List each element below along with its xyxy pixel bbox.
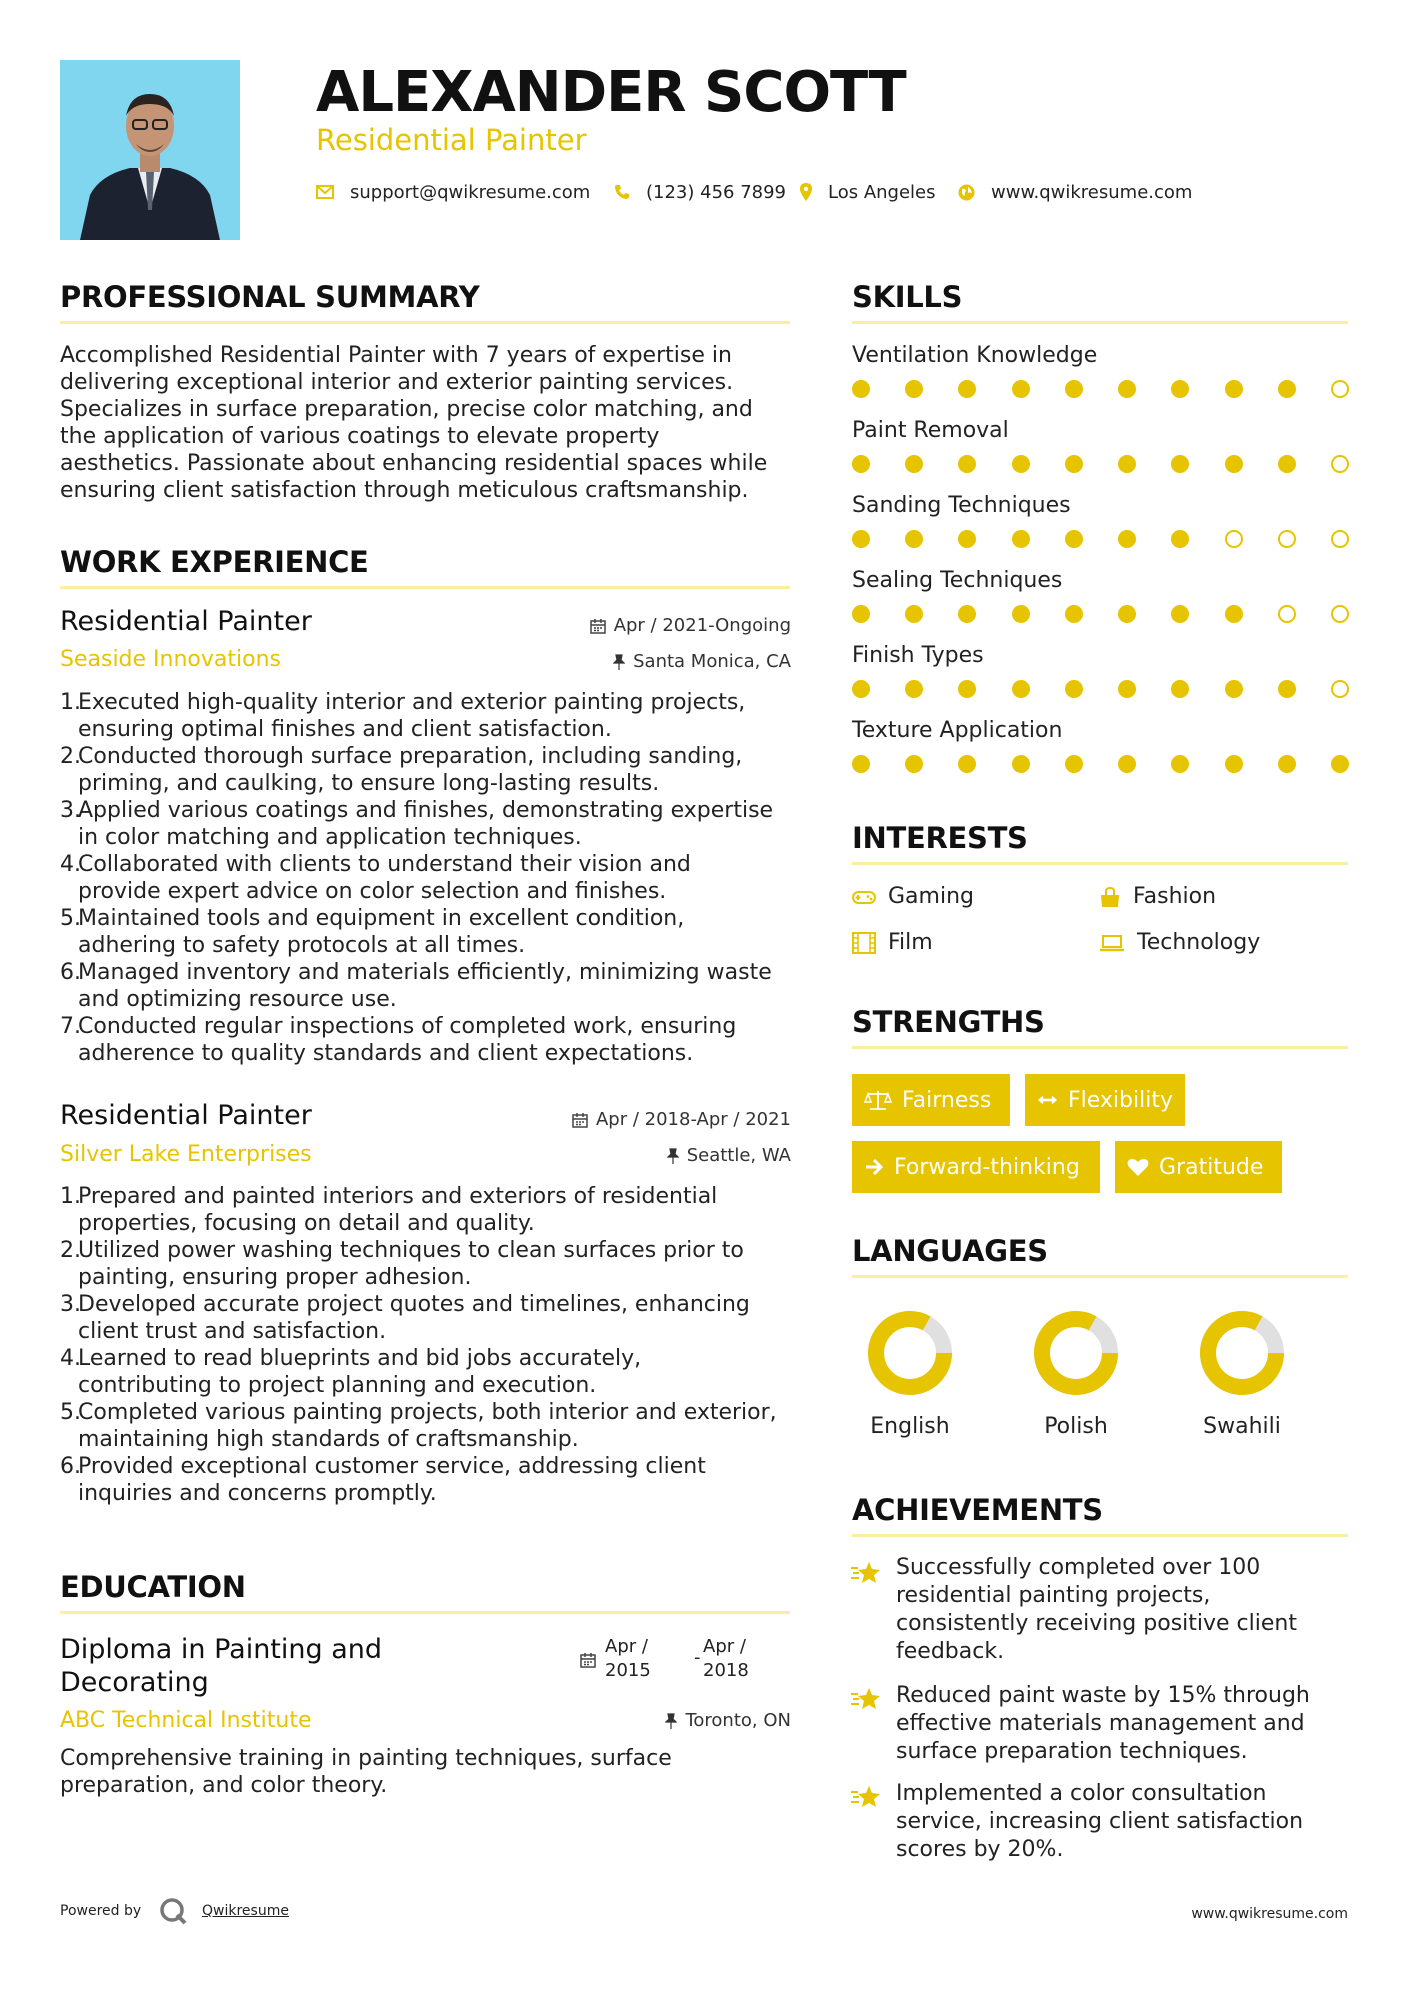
achievements-heading: ACHIEVEMENTS [852,1493,1103,1527]
list-number: 6. [60,960,81,985]
education-start-date [605,1635,651,1683]
achievement-item [896,1780,1356,1864]
list-item [60,689,818,743]
skill-name: Finish Types [852,643,984,668]
list-item [60,1237,818,1291]
globe-icon [958,184,975,201]
rating-dot-filled [1118,605,1136,623]
contact-email[interactable] [316,178,590,206]
achievement-line: surface preparation techniques. [896,1739,1248,1764]
list-line: Collaborated with clients to understand their vision and [78,852,691,877]
rating-dot-empty [1278,605,1296,623]
languages-heading: LANGUAGES [852,1234,1048,1268]
list-number: 6. [60,1454,81,1479]
interest-technology [1099,929,1260,957]
list-line: painting, ensuring proper adhesion. [78,1265,472,1290]
job-location [500,1144,791,1168]
rating-dot-filled [958,755,976,773]
interests-divider [852,862,1348,865]
summary-line: delivering exceptional interior and exterior painting services. [60,370,734,395]
rating-dot-filled [1225,680,1243,698]
candidate-name: ALEXANDER SCOTT [316,60,906,125]
interest-fashion [1099,883,1216,911]
rating-dot-filled [958,455,976,473]
skill-name: Paint Removal [852,418,1009,443]
rating-dot-filled [1225,605,1243,623]
achievement-line: consistently receiving positive client [896,1611,1297,1636]
job-dates-text: Apr / 2018-Apr / 2021 [595,1109,791,1130]
degree-line: Decorating [60,1667,209,1698]
list-line: Utilized power washing techniques to clean surfaces prior to [78,1238,744,1263]
interest-film [852,929,933,957]
strength-gratitude [1115,1141,1282,1193]
rating-dot-filled [905,455,923,473]
rating-dot-filled [1118,680,1136,698]
strengths-heading: STRENGTHS [852,1005,1045,1039]
summary-line: Specializes in surface preparation, precise color matching, and [60,397,753,422]
education-desc-line: Comprehensive training in painting techniques, surface [60,1746,672,1771]
interest-label: Fashion [1133,884,1217,909]
list-line: provide expert advice on color selection and finishes. [78,879,667,904]
list-line: Prepared and painted interiors and exteriors of residential [78,1184,718,1209]
pin-icon [667,1148,679,1164]
language-name: Polish [1044,1414,1108,1439]
list-item [60,743,818,797]
list-line: Learned to read blueprints and bid jobs accurately, [78,1346,642,1371]
education-description [60,1745,800,1799]
list-number: 2. [60,1238,81,1263]
achievement-line: Reduced paint waste by 15% through [896,1683,1310,1708]
rating-dot-empty [1331,680,1349,698]
list-item [60,1013,818,1067]
languages-divider [852,1275,1348,1278]
contact-phone-text: (123) 456 7899 [646,181,787,203]
skill-name: Ventilation Knowledge [852,343,1098,368]
rating-dot-filled [1012,680,1030,698]
rating-dot-filled [1171,680,1189,698]
list-number: 5. [60,1400,81,1425]
rating-dot-filled [958,530,976,548]
pin-icon [665,1713,677,1729]
rating-dot-filled [1171,605,1189,623]
skill-name: Texture Application [852,718,1063,743]
rating-dot-filled [1278,680,1296,698]
film-icon [852,932,876,954]
list-line: Provided exceptional customer service, addressing client [78,1454,706,1479]
job-dates [500,1108,791,1132]
skill-rating [852,380,1349,398]
list-line: client trust and satisfaction. [78,1319,387,1344]
rating-dot-filled [852,380,870,398]
rating-dot-filled [958,605,976,623]
list-number: 3. [60,798,81,823]
list-number: 4. [60,852,81,877]
list-line: contributing to project planning and execution. [78,1373,597,1398]
gamepad-icon [852,889,876,905]
rating-dot-filled [1225,755,1243,773]
achievement-line: Implemented a color consultation [896,1781,1267,1806]
list-item [60,1453,818,1507]
list-line: Conducted thorough surface preparation, including sanding, [78,744,743,769]
education-heading: EDUCATION [60,1570,246,1604]
skill-rating [852,530,1349,548]
calendar-icon [590,618,606,634]
list-line: adherence to quality standards and client expectations. [78,1041,694,1066]
strength-forward-thinking [852,1141,1100,1193]
rating-dot-empty [1331,530,1349,548]
rating-dot-filled [852,605,870,623]
contact-phone[interactable] [614,178,786,206]
skill-name: Sanding Techniques [852,493,1071,518]
rating-dot-filled [1012,755,1030,773]
list-item [60,1399,818,1453]
rating-dot-filled [1065,530,1083,548]
skills-heading: SKILLS [852,280,963,314]
list-line: inquiries and concerns promptly. [78,1481,437,1506]
phone-icon [614,184,630,200]
rating-dot-empty [1331,380,1349,398]
degree-title [60,1633,382,1699]
summary-line: ensuring client satisfaction through meticulous craftsmanship. [60,478,749,503]
contact-location-text: Los Angeles [828,181,936,203]
rating-dot-filled [852,455,870,473]
summary-text [60,342,800,504]
list-number: 3. [60,1292,81,1317]
job-bullets [60,1183,818,1507]
strength-label: Gratitude [1159,1154,1264,1180]
list-number: 1. [60,1184,81,1209]
education-location [500,1709,791,1733]
education-date-dash: - [694,1647,701,1668]
rating-dot-filled [1012,605,1030,623]
list-line: properties, focusing on detail and quality. [78,1211,535,1236]
list-line: Completed various painting projects, both interior and exterior, [78,1400,777,1425]
rating-dot-filled [852,680,870,698]
date-line: 2018 [703,1660,749,1681]
list-number: 1. [60,690,81,715]
list-line: maintaining high standards of craftsmanship. [78,1427,579,1452]
list-line: priming, and caulking, to ensure long-lasting results. [78,771,660,796]
profile-photo [60,60,240,240]
summary-line: Accomplished Residential Painter with 7 years of expertise in [60,343,732,368]
job-bullets [60,689,818,1067]
list-line: in color matching and application techniques. [78,825,582,850]
rating-dot-filled [1065,380,1083,398]
rating-dot-empty [1225,530,1243,548]
job-dates-text: Apr / 2021-Ongoing [613,615,791,636]
summary-line: aesthetics. Passionate about enhancing residential spaces while [60,451,768,476]
rating-dot-filled [1278,380,1296,398]
skill-name: Sealing Techniques [852,568,1063,593]
contact-website[interactable] [958,178,1192,206]
experience-heading: WORK EXPERIENCE [60,545,369,579]
footer-url[interactable]: www.qwikresume.com [1191,1906,1348,1922]
rating-dot-filled [1171,455,1189,473]
education-divider [60,1611,790,1614]
contact-email-text: support@qwikresume.com [350,181,591,203]
date-line: Apr / [703,1636,746,1657]
education-location-text: Toronto, ON [685,1710,791,1731]
list-line: Developed accurate project quotes and timelines, enhancing [78,1292,750,1317]
achievement-line: residential painting projects, [896,1583,1211,1608]
experience-divider [60,586,790,589]
list-line: Managed inventory and materials efficiently, minimizing waste [78,960,772,985]
scale-icon [864,1089,892,1111]
arrows-horizontal-icon [1037,1093,1058,1107]
strength-label: Forward-thinking [894,1154,1080,1180]
star-icon [850,1560,882,1586]
rating-dot-filled [905,380,923,398]
rating-dot-filled [1012,530,1030,548]
rating-dot-filled [1118,755,1136,773]
footer-brand-link[interactable]: Qwikresume [202,1903,289,1919]
rating-dot-filled [1171,755,1189,773]
achievement-line: service, increasing client satisfaction [896,1809,1304,1834]
achievement-line: Successfully completed over 100 [896,1555,1261,1580]
list-number: 2. [60,744,81,769]
rating-dot-filled [852,530,870,548]
pin-icon [613,654,625,670]
strength-fairness [852,1074,1010,1126]
job-company: Silver Lake Enterprises [60,1142,312,1167]
summary-line: the application of various coatings to elevate property [60,424,660,449]
rating-dot-filled [1225,380,1243,398]
achievement-line: scores by 20%. [896,1837,1064,1862]
rating-dot-empty [1331,455,1349,473]
rating-dot-filled [1012,455,1030,473]
strength-flexibility [1025,1074,1185,1126]
achievement-item [896,1554,1356,1666]
rating-dot-empty [1278,530,1296,548]
envelope-icon [316,185,334,199]
contact-website-text: www.qwikresume.com [991,181,1193,203]
rating-dot-filled [1171,530,1189,548]
skill-rating [852,455,1349,473]
education-school: ABC Technical Institute [60,1708,312,1733]
calendar-icon [572,1112,588,1128]
strength-label: Flexibility [1068,1087,1173,1113]
laptop-icon [1099,934,1125,952]
list-item [60,959,818,1013]
map-marker-icon [800,183,812,201]
qwikresume-logo-icon [158,1896,188,1926]
language-name: English [870,1414,950,1439]
language-donut [1031,1308,1121,1398]
achievement-item [896,1682,1356,1766]
interests-heading: INTERESTS [852,821,1028,855]
calendar-icon [580,1652,596,1668]
footer-powered-by: Powered by [60,1903,142,1919]
list-line: ensuring optimal finishes and client satisfaction. [78,717,612,742]
interest-gaming [852,883,974,911]
bag-icon [1099,886,1121,908]
education-end-date [703,1635,749,1683]
summary-heading: PROFESSIONAL SUMMARY [60,280,480,314]
rating-dot-filled [1118,530,1136,548]
arrow-right-icon [864,1158,884,1176]
contact-location [800,178,936,206]
rating-dot-filled [958,680,976,698]
star-icon [850,1784,882,1810]
rating-dot-filled [1118,380,1136,398]
skill-rating [852,755,1349,773]
degree-line: Diploma in Painting and [60,1634,383,1665]
interest-label: Film [888,930,933,955]
rating-dot-filled [1065,680,1083,698]
rating-dot-empty [1331,605,1349,623]
list-line: Maintained tools and equipment in excellent condition, [78,906,685,931]
list-item [60,1345,818,1399]
achievement-line: feedback. [896,1639,1005,1664]
rating-dot-filled [1171,380,1189,398]
star-icon [850,1686,882,1712]
job-location-text: Seattle, WA [686,1145,791,1166]
date-line: Apr / [605,1636,648,1657]
list-item [60,851,818,905]
job-dates [500,614,791,638]
rating-dot-filled [1331,755,1349,773]
list-number: 4. [60,1346,81,1371]
list-item [60,1291,818,1345]
rating-dot-filled [905,605,923,623]
rating-dot-filled [1278,755,1296,773]
rating-dot-filled [852,755,870,773]
list-line: Applied various coatings and finishes, demonstrating expertise [78,798,774,823]
skills-divider [852,321,1348,324]
list-line: Conducted regular inspections of completed work, ensuring [78,1014,737,1039]
rating-dot-filled [1118,455,1136,473]
job-title: Residential Painter [60,1100,312,1131]
rating-dot-filled [1012,380,1030,398]
rating-dot-filled [1278,455,1296,473]
strength-label: Fairness [902,1087,992,1113]
candidate-title: Residential Painter [316,123,587,157]
list-item [60,1183,818,1237]
list-number: 7. [60,1014,81,1039]
skill-rating [852,680,1349,698]
job-location [500,650,791,674]
date-line: 2015 [605,1660,651,1681]
summary-divider [60,321,790,324]
rating-dot-filled [958,380,976,398]
education-desc-line: preparation, and color theory. [60,1773,388,1798]
achievements-divider [852,1534,1348,1537]
language-donut [865,1308,955,1398]
rating-dot-filled [1225,455,1243,473]
interest-label: Gaming [888,884,974,909]
strengths-divider [852,1046,1348,1049]
rating-dot-filled [905,530,923,548]
language-name: Swahili [1203,1414,1281,1439]
list-line: Executed high-quality interior and exterior painting projects, [78,690,746,715]
heart-icon [1127,1157,1149,1177]
rating-dot-filled [1065,455,1083,473]
achievement-line: effective materials management and [896,1711,1305,1736]
list-number: 5. [60,906,81,931]
list-item [60,905,818,959]
rating-dot-filled [1065,755,1083,773]
job-company: Seaside Innovations [60,647,281,672]
job-location-text: Santa Monica, CA [633,651,791,672]
list-line: adhering to safety protocols at all times. [78,933,526,958]
rating-dot-filled [905,755,923,773]
list-line: and optimizing resource use. [78,987,397,1012]
rating-dot-filled [1065,605,1083,623]
skill-rating [852,605,1349,623]
rating-dot-filled [905,680,923,698]
job-title: Residential Painter [60,606,312,637]
language-donut [1197,1308,1287,1398]
interest-label: Technology [1137,930,1261,955]
list-item [60,797,818,851]
